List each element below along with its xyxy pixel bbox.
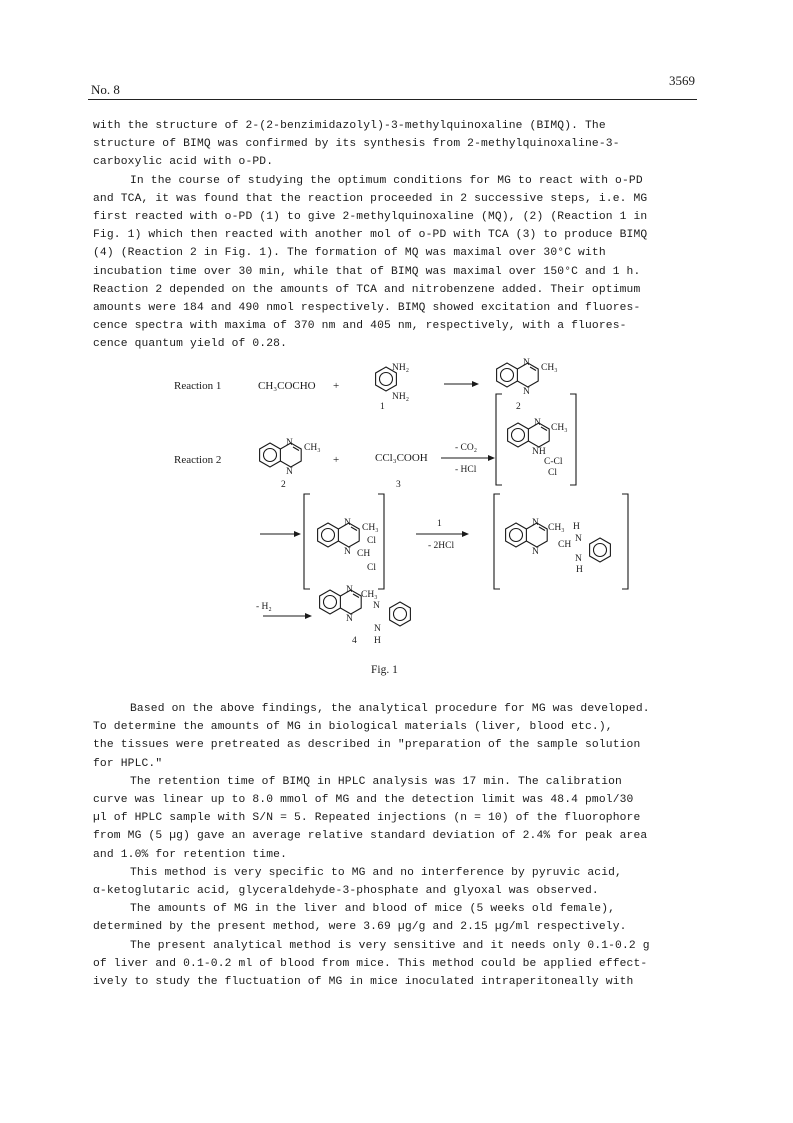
- int1-ch3: CH₃: [551, 423, 568, 433]
- bimq-n-top: N: [346, 585, 353, 595]
- text-line: The retention time of BIMQ in HPLC analysis was 17 min. The calibration: [130, 775, 622, 788]
- compound-label-2: 2: [516, 402, 521, 412]
- text-line: In the course of studying the optimum conditions for MG to react with o-PD: [130, 174, 643, 187]
- opd-nh2-top: NH₂: [392, 363, 410, 373]
- mg-formula: CH₃COCHO: [258, 380, 316, 392]
- int3-ch: CH: [558, 540, 572, 550]
- int1-n-top: N: [534, 418, 541, 428]
- bracket-right: [570, 394, 576, 485]
- bimq-structure: [320, 590, 362, 614]
- int2-n-top: N: [344, 518, 351, 528]
- compound-label-2-r2: 2: [281, 480, 286, 490]
- bimq-benzene: [390, 602, 411, 626]
- int2-cl: Cl: [367, 536, 376, 546]
- text-line: Reaction 2 depended on the amounts of TCA and nitrobenzene added. Their optimum: [93, 283, 641, 296]
- text-line: This method is very specific to MG and no interference by pyruvic acid,: [130, 866, 622, 879]
- text-line: first reacted with o-PD (1) to give 2-methylquinoxaline (MQ), (2) (Reaction 1 in: [93, 211, 648, 224]
- intermediate-2: [318, 523, 360, 547]
- mq-structure-r2: [260, 443, 302, 467]
- text-line: from MG (5 µg) gave an average relative standard deviation of 2.4% for peak area: [93, 830, 648, 843]
- cond-minus-h2: - H₂: [256, 602, 272, 612]
- int3-n-upper: N: [575, 534, 582, 544]
- int2-n-bottom: N: [344, 547, 351, 557]
- plus-sign: +: [333, 380, 340, 392]
- text-line: of liver and 0.1-0.2 ml of blood from mice. This method could be applied effect-: [93, 957, 648, 970]
- mq-structure: [497, 363, 539, 387]
- bracket-left-3: [494, 494, 500, 589]
- journal-issue: No. 8: [91, 82, 120, 97]
- text-line: incubation time over 30 min, while that of BIMQ was maximal over 150°C and 1 h.: [93, 265, 641, 278]
- row3-arrowhead: [305, 613, 312, 619]
- int2-ch: CH: [357, 549, 371, 559]
- text-line: The amounts of MG in the liver and blood of mice (5 weeks old female),: [130, 903, 616, 916]
- text-line: To determine the amounts of MG in biological materials (liver, blood etc.),: [93, 721, 613, 734]
- reaction1-arrowhead: [472, 381, 479, 387]
- reaction2-arrowhead: [488, 455, 495, 461]
- text-line: curve was linear up to 8.0 mmol of MG and the detection limit was 48.4 pmol/30: [93, 794, 634, 807]
- cond-minus-hcl: - HCl: [455, 465, 477, 475]
- text-line: the tissues were pretreated as described in "preparation of the sample solution: [93, 739, 641, 752]
- header-rule: [88, 99, 697, 100]
- text-line: for HPLC.": [93, 757, 163, 770]
- int1-nh: NH: [532, 447, 546, 457]
- int3-n-top: N: [532, 518, 539, 528]
- text-line: Based on the above findings, the analytical procedure for MG was developed.: [130, 703, 650, 715]
- page-number: 3569: [669, 73, 695, 88]
- intermediate-3: [506, 523, 548, 547]
- mq-n-bottom: N: [523, 387, 530, 397]
- bracket-right-2: [378, 494, 384, 589]
- plus-sign: +: [333, 454, 340, 466]
- text-line: (4) (Reaction 2 in Fig. 1). The formation of MQ was maximal over 30°C with: [93, 247, 606, 260]
- mq-n-top: N: [286, 438, 293, 448]
- text-line: α-ketoglutaric acid, glyceraldehyde-3-phosphate and glyoxal was observed.: [93, 885, 599, 898]
- text-line: Fig. 1) which then reacted with another mol of o-PD with TCA (3) to produce BIMQ: [93, 229, 648, 242]
- bimq-h: H: [374, 636, 381, 646]
- compound-label-1: 1: [380, 402, 385, 412]
- reaction-scheme: [160, 357, 640, 657]
- text-line: The present analytical method is very sensitive and it needs only 0.1-0.2 g: [130, 939, 650, 952]
- bimq-n-imid: N: [373, 601, 380, 611]
- text-line: and TCA, it was found that the reaction proceeded in 2 successive steps, i.e. MG: [93, 192, 648, 205]
- int3-n-lower: N: [575, 554, 582, 564]
- int1-cl: Cl: [548, 468, 557, 478]
- bracket-right-3: [622, 494, 628, 589]
- opd-nh2-bottom: NH₂: [392, 392, 410, 402]
- int2-ch3: CH₃: [362, 523, 379, 533]
- int3-benzene: [590, 538, 611, 562]
- figure-caption: Fig. 1: [371, 664, 398, 676]
- bracket-left-2: [304, 494, 310, 589]
- text-line: ively to study the fluctuation of MG in mice inoculated intraperitoneally with: [93, 976, 634, 989]
- reaction2-label: Reaction 2: [174, 454, 222, 466]
- cond-minus-2hcl: - 2HCl: [428, 541, 455, 551]
- reaction1-label: Reaction 1: [174, 380, 222, 392]
- int2-cl: Cl: [367, 563, 376, 573]
- text-line: amounts were 184 and 490 nmol respectively. BIMQ showed excitation and fluores-: [93, 302, 641, 315]
- text-line: with the structure of 2-(2-benzimidazolyl)-3-methylquinoxaline (BIMQ). The: [93, 120, 606, 132]
- compound-label-3: 3: [396, 480, 401, 490]
- text-line: cence quantum yield of 0.28.: [93, 338, 288, 351]
- text-line: cence spectra with maxima of 370 nm and 405 nm, respectively, with a fluores-: [93, 320, 627, 333]
- text-line: carboxylic acid with o-PD.: [93, 156, 274, 169]
- mq-n-bottom: N: [286, 467, 293, 477]
- bimq-n-bottom: N: [346, 614, 353, 624]
- text-line: determined by the present method, were 3.69 µg/g and 2.15 µg/ml respectively.: [93, 921, 627, 934]
- cond-minus-co2: - CO₂: [455, 443, 478, 453]
- mq-n-top: N: [523, 358, 530, 368]
- mq-ch3: CH₃: [304, 443, 321, 453]
- tca-formula: CCl₃COOH: [375, 452, 428, 464]
- int3-h-bottom: H: [576, 565, 583, 575]
- body-text-bottom: [93, 700, 697, 991]
- text-line: µl of HPLC sample with S/N = 5. Repeated injections (n = 10) of the fluorophore: [93, 812, 641, 825]
- mq-ch3: CH₃: [541, 363, 558, 373]
- text-line: and 1.0% for retention time.: [93, 848, 288, 861]
- int1-ccl: C-Cl: [544, 457, 563, 467]
- row2-arrowhead-mid: [462, 531, 469, 537]
- intermediate-1: [508, 423, 550, 447]
- bimq-ch3: CH₃: [361, 590, 378, 600]
- int3-h-top: H: [573, 522, 580, 532]
- bracket-left: [496, 394, 502, 485]
- text-line: structure of BIMQ was confirmed by its synthesis from 2-methylquinoxaline-3-: [93, 138, 620, 151]
- body-text-top: [93, 117, 697, 354]
- int3-ch3: CH₃: [548, 523, 565, 533]
- row2-arrowhead-in: [294, 531, 301, 537]
- cond-reagent-1: 1: [437, 519, 442, 529]
- bimq-n-imid2: N: [374, 624, 381, 634]
- compound-label-4: 4: [352, 636, 357, 646]
- int3-n-bottom: N: [532, 547, 539, 557]
